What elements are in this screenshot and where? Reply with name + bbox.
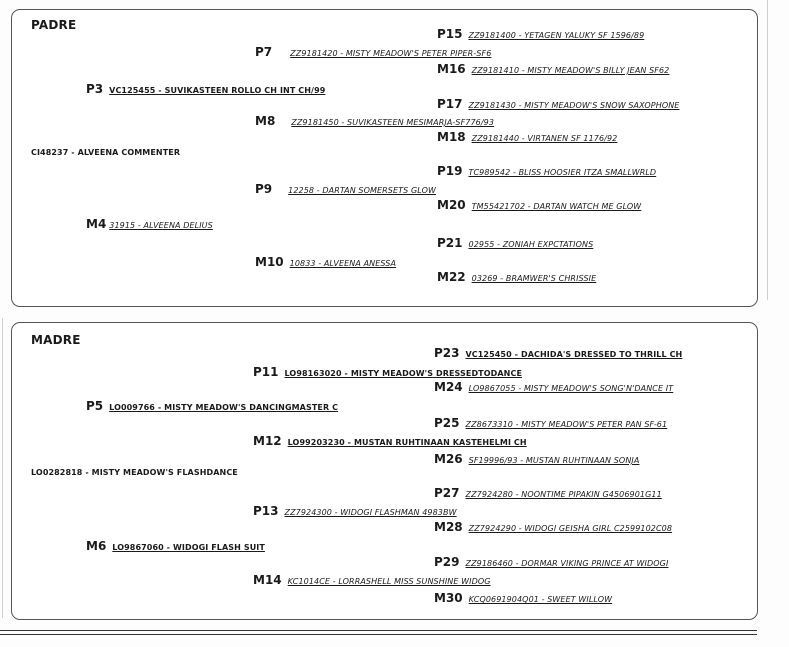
- dog-name: ZZ9181430 - MISTY MEADOW'S SNOW SAXOPHONE: [468, 101, 680, 110]
- position-code: P27: [434, 486, 460, 500]
- position-code: P7: [255, 45, 273, 59]
- pedigree-entry-p27: [434, 486, 662, 500]
- pedigree-entry-p9: [255, 182, 436, 196]
- page-edge-right: [767, 0, 768, 300]
- position-code: P11: [253, 365, 279, 379]
- pedigree-entry-p17: [437, 97, 679, 111]
- pedigree-entry-p21: [437, 236, 593, 250]
- dog-name: KC1014CE - LORRASHELL MISS SUNSHINE WIDOG: [287, 577, 491, 586]
- position-code: P23: [434, 346, 460, 360]
- sire-name: CI48237 - ALVEENA COMMENTER: [31, 148, 181, 157]
- dam-name: LO0282818 - MISTY MEADOW'S FLASHDANCE: [31, 468, 238, 477]
- pedigree-entry-m18: [437, 130, 617, 144]
- pedigree-entry-m16: [437, 62, 669, 76]
- position-code: P21: [437, 236, 463, 250]
- position-code: M4: [86, 217, 107, 231]
- dog-name: 10833 - ALVEENA ANESSA: [289, 259, 397, 268]
- pedigree-entry-m28: [434, 520, 672, 534]
- pedigree-entry-p13: [253, 504, 457, 518]
- pedigree-entry-m26: [434, 452, 639, 466]
- pedigree-entry-p25: [434, 416, 667, 430]
- position-code: M12: [253, 434, 282, 448]
- pedigree-entry-p7: [255, 45, 491, 59]
- position-code: M24: [434, 380, 463, 394]
- dog-name: ZZ7924290 - WIDOGI GEISHA GIRL C2599102C08: [468, 524, 673, 533]
- page-edge-left: [2, 318, 3, 618]
- pedigree-entry-p3: [86, 82, 325, 96]
- pedigree-entry-m4: [86, 217, 213, 231]
- pedigree-entry-m12: [253, 434, 527, 448]
- dog-name: LO009766 - MISTY MEADOW'S DANCINGMASTER C: [109, 403, 339, 412]
- padre-root-entry: [31, 148, 180, 157]
- dog-name: ZZ9181420 - MISTY MEADOW'S PETER PIPER-SF6: [290, 49, 492, 58]
- dog-name: 31915 - ALVEENA DELIUS: [109, 221, 213, 230]
- position-code: M26: [434, 452, 463, 466]
- pedigree-entry-p5: [86, 399, 338, 413]
- dog-name: LO98163020 - MISTY MEADOW'S DRESSEDTODANCE: [284, 369, 523, 378]
- dog-name: ZZ9186460 - DORMAR VIKING PRINCE AT WIDOGI: [465, 559, 669, 568]
- madre-root-entry: [31, 468, 238, 477]
- position-code: M8: [255, 114, 276, 128]
- position-code: P13: [253, 504, 279, 518]
- dog-name: TM55421702 - DARTAN WATCH ME GLOW: [471, 202, 642, 211]
- pedigree-entry-m14: [253, 573, 491, 587]
- dog-name: ZZ9181400 - YETAGEN YALUKY SF 1596/89: [468, 31, 645, 40]
- bottom-rule: [0, 630, 757, 635]
- pedigree-entry-m20: [437, 198, 641, 212]
- dog-name: ZZ9181440 - VIRTANEN SF 1176/92: [471, 134, 618, 143]
- position-code: M16: [437, 62, 466, 76]
- pedigree-entry-m30: [434, 591, 612, 605]
- dog-name: ZZ7924300 - WIDOGI FLASHMAN 4983BW: [284, 508, 457, 517]
- position-code: M10: [255, 255, 284, 269]
- dog-name: VC125455 - SUVIKASTEEN ROLLO CH INT CH/99: [109, 86, 326, 95]
- position-code: M20: [437, 198, 466, 212]
- position-code: P17: [437, 97, 463, 111]
- pedigree-entry-m8: [255, 114, 494, 128]
- position-code: P29: [434, 555, 460, 569]
- pedigree-entry-p23: [434, 346, 682, 360]
- position-code: M14: [253, 573, 282, 587]
- position-code: P9: [255, 182, 273, 196]
- dog-name: 03269 - BRAMWER'S CHRISSIE: [471, 274, 597, 283]
- position-code: P15: [437, 27, 463, 41]
- dog-name: ZZ9181410 - MISTY MEADOW'S BILLY JEAN SF62: [471, 66, 670, 75]
- position-code: M30: [434, 591, 463, 605]
- pedigree-entry-m24: [434, 380, 673, 394]
- pedigree-entry-p19: [437, 164, 656, 178]
- pedigree-entry-p11: [253, 365, 522, 379]
- pedigree-entry-m22: [437, 270, 596, 284]
- pedigree-entry-m10: [255, 255, 396, 269]
- madre-title: MADRE: [31, 333, 81, 347]
- position-code: P25: [434, 416, 460, 430]
- position-code: M28: [434, 520, 463, 534]
- dog-name: 12258 - DARTAN SOMERSETS GLOW: [288, 186, 436, 195]
- dog-name: VC125450 - DACHIDA'S DRESSED TO THRILL CH: [465, 350, 683, 359]
- dog-name: TC989542 - BLISS HOOSIER ITZA SMALLWRLD: [468, 168, 657, 177]
- dog-name: ZZ8673310 - MISTY MEADOW'S PETER PAN SF-61: [465, 420, 668, 429]
- dog-name: KCQ0691904Q01 - SWEET WILLOW: [468, 595, 613, 604]
- pedigree-entry-m6: [86, 539, 265, 553]
- padre-title: PADRE: [31, 18, 77, 32]
- dog-name: LO99203230 - MUSTAN RUHTINAAN KASTEHELMI CH: [287, 438, 527, 447]
- position-code: M22: [437, 270, 466, 284]
- dog-name: SF19996/93 - MUSTAN RUHTINAAN SONJA: [468, 456, 640, 465]
- pedigree-entry-p29: [434, 555, 668, 569]
- pedigree-entry-p15: [437, 27, 644, 41]
- position-code: P3: [86, 82, 104, 96]
- position-code: P19: [437, 164, 463, 178]
- dog-name: LO9867060 - WIDOGI FLASH SUIT: [112, 543, 265, 552]
- position-code: M18: [437, 130, 466, 144]
- dog-name: 02955 - ZONIAH EXPCTATIONS: [468, 240, 594, 249]
- dog-name: ZZ7924280 - NOONTIME PIPAKIN G4506901G11: [465, 490, 662, 499]
- dog-name: ZZ9181450 - SUVIKASTEEN MESIMARJA-SF776/93: [291, 118, 495, 127]
- dog-name: LO9867055 - MISTY MEADOW'S SONG'N'DANCE IT: [468, 384, 674, 393]
- position-code: M6: [86, 539, 107, 553]
- position-code: P5: [86, 399, 104, 413]
